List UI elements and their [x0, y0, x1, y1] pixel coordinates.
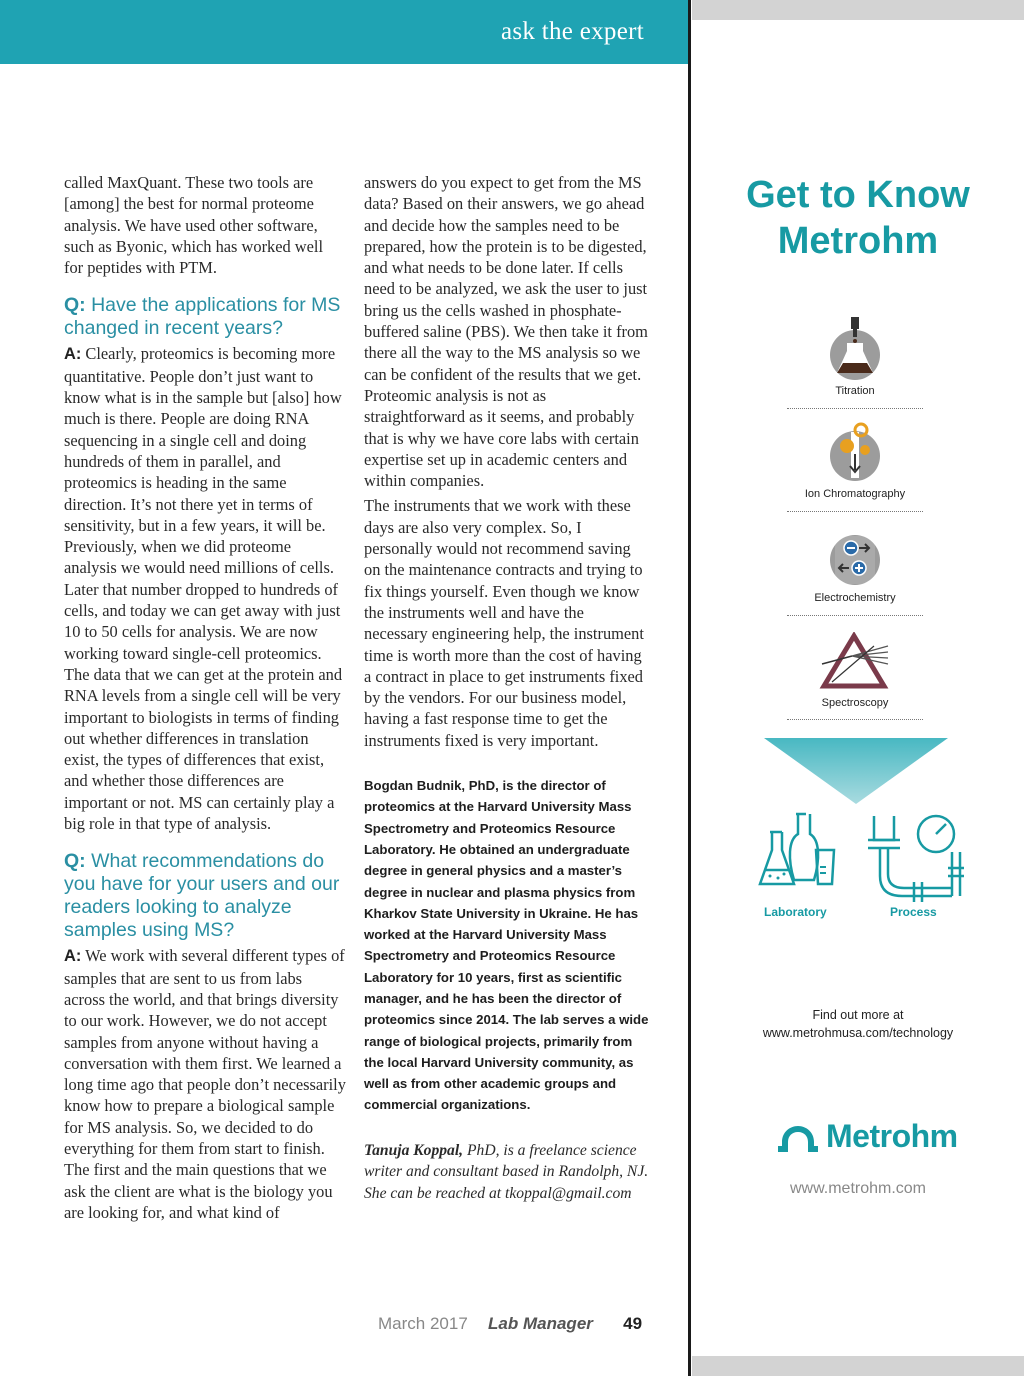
- section-title: ask the expert: [500, 18, 644, 45]
- find-out-text: Find out more at: [812, 1008, 904, 1022]
- find-out-url[interactable]: www.metrohmusa.com/technology: [762, 1026, 954, 1040]
- technique-titration: Titration: [835, 385, 875, 397]
- ad-headline-line1: Get to Know: [746, 174, 970, 216]
- answer-1: [64, 343, 346, 834]
- find-out-more: [692, 1006, 1024, 1042]
- ad-top-bar: [692, 0, 1024, 20]
- brand-wordmark: Metrohm: [826, 1118, 958, 1154]
- technique-electrochemistry: Electrochemistry: [814, 592, 896, 604]
- question-prefix: Q:: [64, 850, 86, 873]
- ad-headline-line2: Metrohm: [777, 220, 939, 262]
- laboratory-glassware-icon: [758, 810, 838, 890]
- question-prefix: Q:: [64, 294, 86, 317]
- question-text: Have the applications for MS changed in recent years?: [64, 294, 341, 340]
- question-2: [64, 850, 346, 942]
- dotted-separator: [787, 719, 923, 720]
- technique-ion-chromatography: Ion Chromatography: [804, 488, 906, 500]
- process-label: Process: [890, 905, 937, 919]
- section-header-band: [0, 0, 690, 64]
- dotted-separator: [787, 511, 923, 512]
- titration-icon: [829, 317, 881, 383]
- writer-byline: [364, 1140, 649, 1205]
- page-footer: [378, 1314, 642, 1334]
- ad-headline: [692, 172, 1024, 264]
- intro-paragraph: called MaxQuant. These two tools are [among] the best for normal proteome analysis. We have used other software, such as Byonic, which has worked well for peptides with PTM.: [64, 173, 324, 278]
- magazine-name: Lab Manager: [488, 1314, 593, 1333]
- page-divider: [688, 0, 691, 1376]
- laboratory-label: Laboratory: [764, 905, 827, 919]
- question-text: What recommendations do you have for your users and our readers looking to analyze samples using MS?: [64, 850, 340, 942]
- article-column-left: [64, 172, 346, 1227]
- answer-text: Clearly, proteomics is becoming more quantitative. People don’t just want to know what is in the sample but [also] how much is there. People are doing RNA sequencing in a single cell and doing hundreds of them in parallel, and proteomics is heading in the same direction. It’s not there yet in terms of sensitivity, but in a few years, it will be. Previously, when we did proteome analysis we would need millions of cells. Later that number dropped to hundreds of cells, and today we can get away with just 10 to 50 cells for analysis. We are now working toward single-cell proteomics. The data that we can get at the protein and RNA levels from a single cell will be very important to biologists in terms of finding out whether differences in translation exist, the types of differences that exist, and whether those differences are important or not. MS can certainly play a big role in that type of analysis.: [64, 344, 343, 834]
- electrochemistry-icon: [829, 530, 881, 588]
- answer-text: We work with several different types of samples that are sent to us from labs across the world, and that brings diversity to our work. However, we do not accept samples from anyone without having a conversation with them first. We learned a long time ago that people don’t necessarily know how to prepare a biological sample for MS analysis. So, we decided to do everything for them from start to finish. The first and the main questions that we ask the client are what is the biology you are looking for, and what kind of: [64, 946, 346, 1222]
- ion-chromatography-icon: [829, 422, 881, 484]
- paragraph: answers do you expect to get from the MS data? Based on their answers, we go ahead and decide how the samples need to be prepared, how the protein is to be digested, and what needs to be done later. If cells need to be analyzed, we ask the user to just bring us the cells washed in phosphate-buffered saline (PBS). We then take it from there all the way to the MS analysis so we can be confident of the results that we get. Proteomic analysis is not as straightforward as it seems, and probably that is why we have core labs with certain expertise set up in academic centers and within companies.: [364, 173, 648, 491]
- ad-bottom-bar: [692, 1356, 1024, 1376]
- answer-prefix: A:: [64, 947, 82, 966]
- dotted-separator: [787, 615, 923, 616]
- brand-url[interactable]: www.metrohm.com: [789, 1180, 927, 1197]
- answer-prefix: A:: [64, 345, 82, 364]
- process-piping-icon: [866, 812, 966, 904]
- writer-bio: PhD, is a freelance science writer and consultant based in Randolph, NJ. She can be reached at tkoppal@gmail.com: [364, 1141, 649, 1202]
- question-1: [64, 294, 346, 340]
- spectroscopy-icon: [818, 632, 890, 692]
- article-column-middle: [364, 172, 649, 1204]
- page-number: 49: [623, 1314, 643, 1333]
- metrohm-logo-icon: [776, 1124, 820, 1154]
- author-bio: Bogdan Budnik, PhD, is the director of proteomics at the Harvard University Mass Spectrometry and Proteomics Resource Laboratory. He obtained an undergraduate degree in general physics and a master’s degree in nuclear and plasma physics from Kharkov State University in Ukraine. He has worked at the Harvard University Mass Spectrometry and Proteomics Resource Laboratory for 10 years, first as scientific manager, and he has been the director of proteomics since 2014. The lab serves a wide range of biological projects, primarily from the local Harvard University community, as well as from other academic groups and commercial organizations.: [364, 778, 649, 1113]
- technique-spectroscopy: Spectroscopy: [821, 697, 889, 709]
- paragraph: The instruments that we work with these days are also very complex. So, I personally would not recommend saving on the maintenance contracts and trying to fix things yourself. Even though we know the instruments well and have the necessary engineering help, the instrument time is worth more than the cost of having a contract in place to get instruments fixed by the vendors. For our business model, having a fast response time to get the instruments fixed is very important.: [364, 496, 644, 750]
- answer-2: [64, 945, 346, 1223]
- dotted-separator: [787, 408, 923, 409]
- issue-date: March 2017: [378, 1314, 468, 1333]
- writer-name: Tanuja Koppal,: [364, 1141, 464, 1159]
- funnel-triangle-icon: [764, 738, 948, 806]
